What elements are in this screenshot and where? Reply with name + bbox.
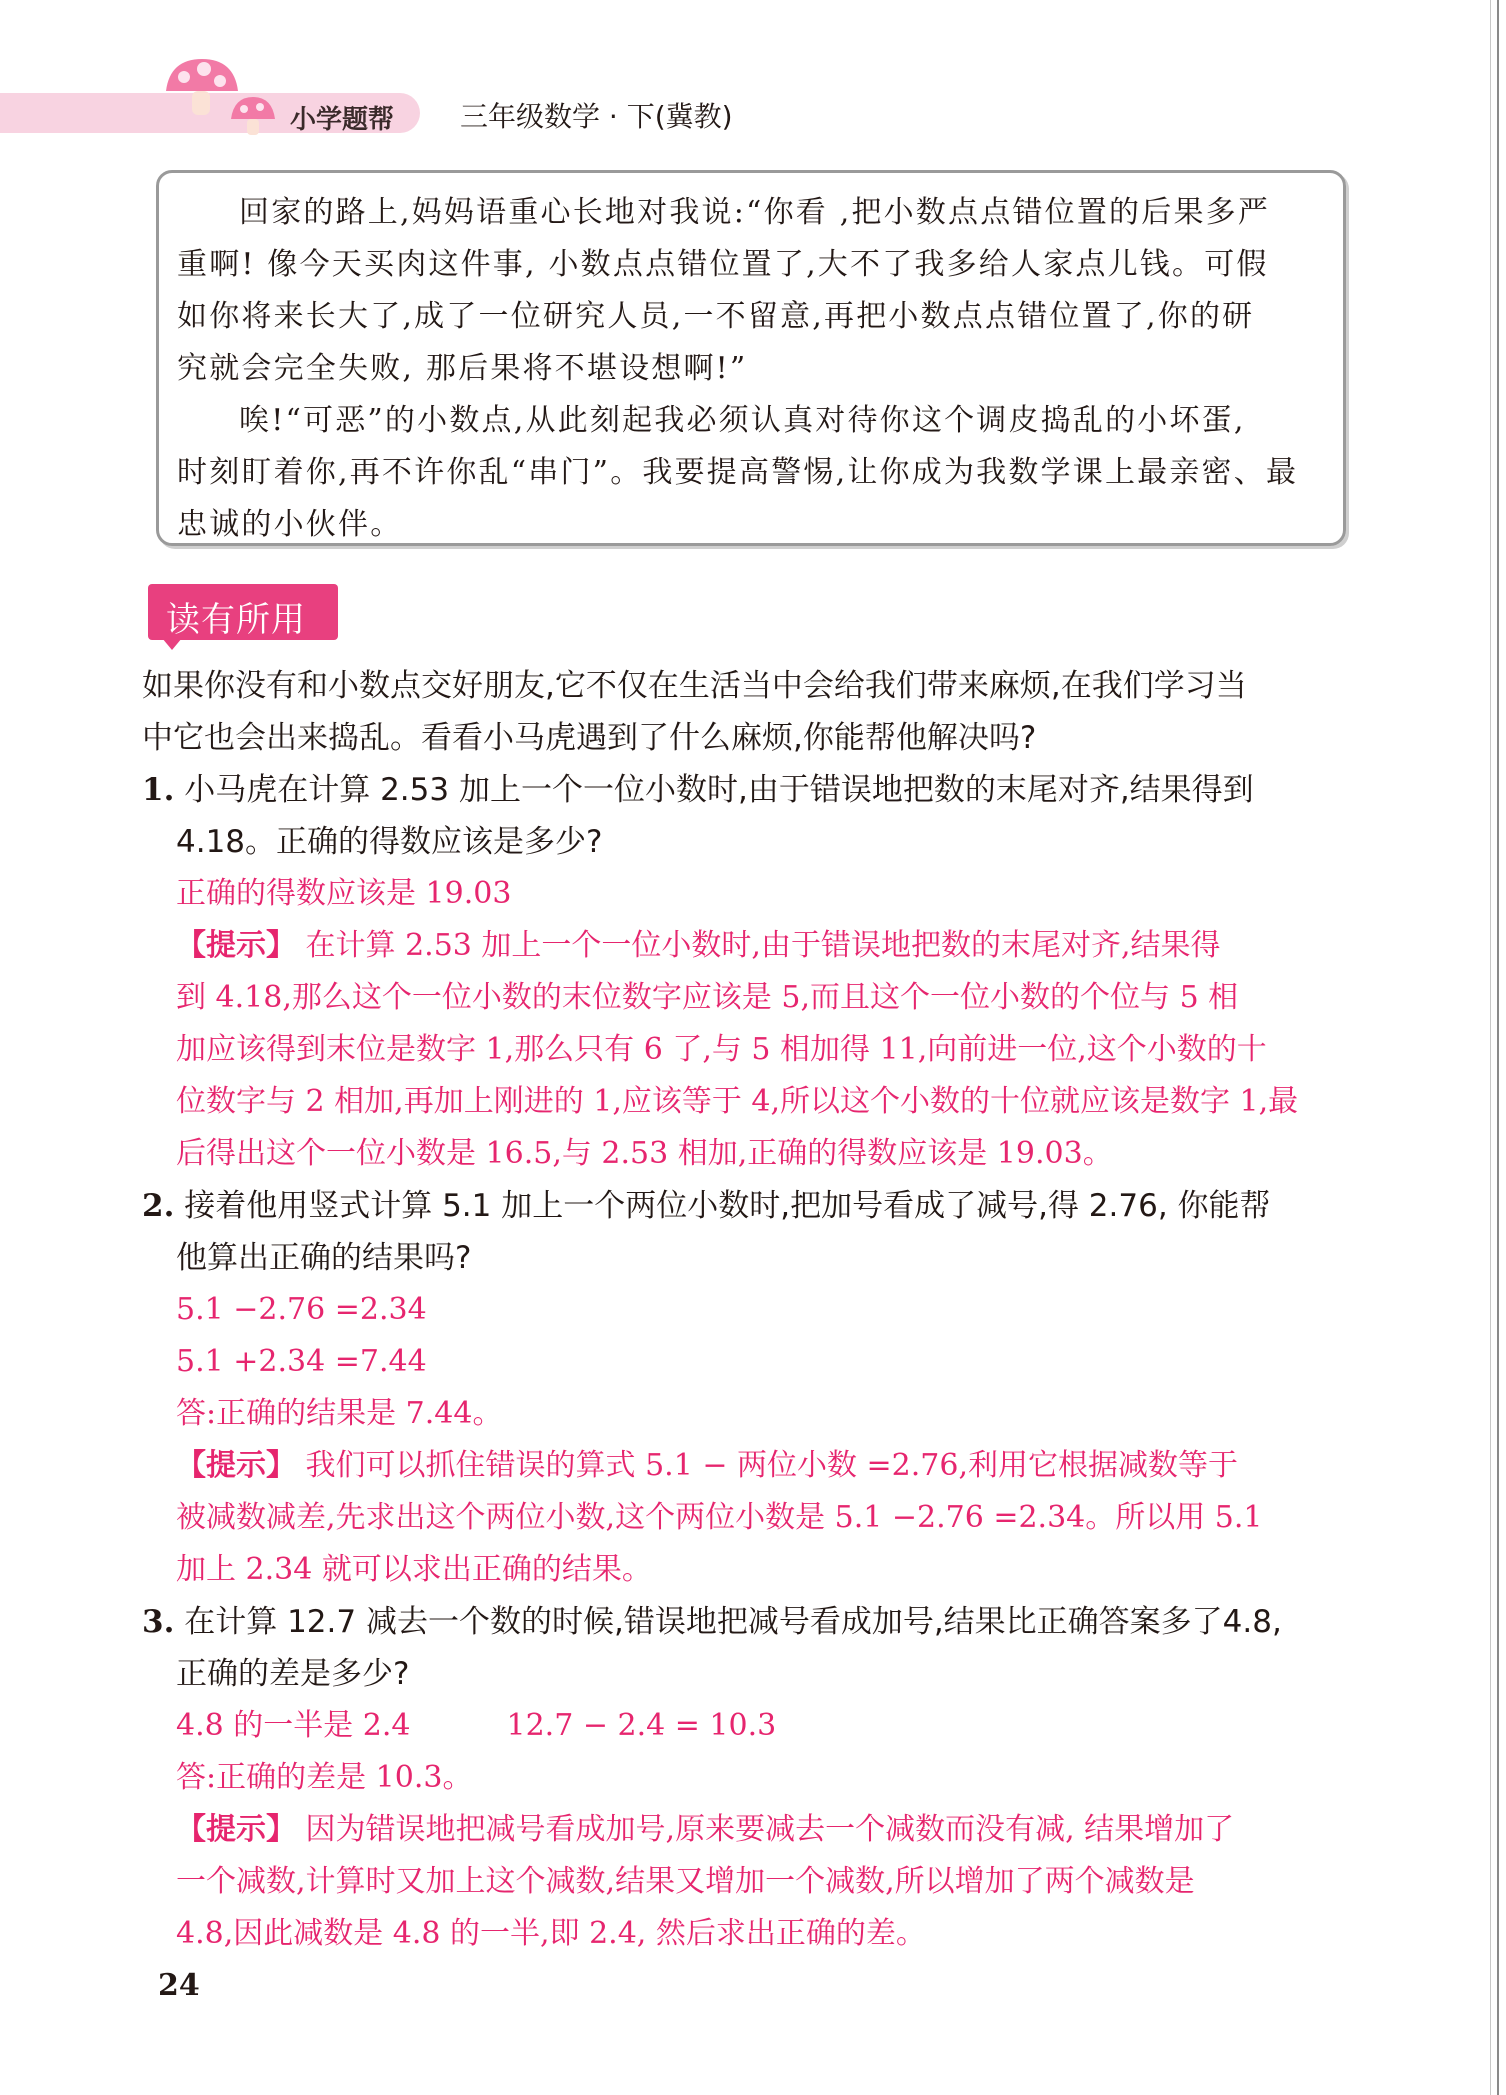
page-edge: [1497, 0, 1499, 2095]
book-title: 三年级数学 · 下(冀教): [460, 100, 733, 133]
page-header: [0, 55, 1506, 135]
question-2-line: [142, 1180, 1362, 1232]
page-number: 24: [158, 1968, 200, 2003]
question-text: 小马虎在计算 2.53 加上一个一位小数时,由于错误地把数的末尾对齐,结果得到: [184, 772, 1254, 808]
answer-line: 正确的得数应该是 19.03: [176, 876, 512, 911]
question-1-line: 4.18。正确的得数应该是多少?: [176, 824, 603, 860]
answer-part: 4.8 的一半是 2.4: [176, 1708, 411, 1743]
story-line: 重啊! 像今天买肉这件事, 小数点点错位置了,大不了我多给人家点儿钱。可假: [177, 247, 1269, 282]
answer-line: [142, 1700, 1362, 1752]
hint-line: [142, 920, 1362, 972]
story-line: 究就会完全失败, 那后果将不堪设想啊!”: [177, 351, 748, 386]
question-1-line: [142, 764, 1362, 816]
answer-line: 答:正确的结果是 7.44。: [176, 1396, 503, 1431]
hint-label: 【提示】: [176, 928, 296, 963]
question-number: 3.: [142, 1604, 175, 1640]
hint-line: 位数字与 2 相加,再加上刚进的 1,应该等于 4,所以这个小数的十位就应该是数字 1,最: [176, 1084, 1299, 1119]
hint-line: 被减数减差,先求出这个两位小数,这个两位小数是 5.1 −2.76 =2.34。所以用 5.1: [176, 1500, 1263, 1535]
story-box: [156, 170, 1346, 546]
hint-line: 加应该得到末位是数字 1,那么只有 6 了,与 5 相加得 11,向前进一位,这个小数的十: [176, 1032, 1267, 1067]
section-tag: [148, 584, 338, 640]
question-number: 1.: [142, 772, 175, 808]
answer-line: 5.1 +2.34 =7.44: [176, 1344, 427, 1379]
question-2-line: 他算出正确的结果吗?: [176, 1240, 472, 1276]
hint-label: 【提示】: [176, 1448, 296, 1483]
question-3-line: [142, 1596, 1362, 1648]
hint-text: 我们可以抓住错误的算式 5.1 − 两位小数 =2.76,利用它根据减数等于: [305, 1448, 1239, 1483]
story-line: 回家的路上,妈妈语重心长地对我说:“你看 ,把小数点点错位置的后果多严: [239, 195, 1271, 230]
exercise-content: [142, 660, 1362, 1960]
hint-line: 一个减数,计算时又加上这个减数,结果又增加一个减数,所以增加了两个减数是: [176, 1864, 1195, 1899]
brand-name: 小学题帮: [290, 105, 395, 135]
question-3-line: 正确的差是多少?: [176, 1656, 410, 1692]
hint-line: 4.8,因此减数是 4.8 的一半,即 2.4, 然后求出正确的差。: [176, 1916, 926, 1951]
answer-line: 答:正确的差是 10.3。: [176, 1760, 473, 1795]
hint-line: [142, 1804, 1362, 1856]
hint-text: 因为错误地把减号看成加号,原来要减去一个减数而没有减, 结果增加了: [305, 1812, 1235, 1847]
hint-text: 在计算 2.53 加上一个一位小数时,由于错误地把数的末尾对齐,结果得: [305, 928, 1221, 963]
question-text: 接着他用竖式计算 5.1 加上一个两位小数时,把加号看成了减号,得 2.76, 你能帮: [184, 1188, 1271, 1224]
intro-line: 如果你没有和小数点交好朋友,它不仅在生活当中会给我们带来麻烦,在我们学习当: [142, 668, 1247, 704]
answer-line: 5.1 −2.76 =2.34: [176, 1292, 427, 1327]
hint-line: 到 4.18,那么这个一位小数的末位数字应该是 5,而且这个一位小数的个位与 5 相: [176, 980, 1239, 1015]
small-mushroom-icon: [228, 95, 278, 137]
story-line: 唉!“可恶”的小数点,从此刻起我必须认真对待你这个调皮捣乱的小坏蛋,: [239, 403, 1246, 438]
hint-line: [142, 1440, 1362, 1492]
story-line: 时刻盯着你,再不许你乱“串门”。我要提高警惕,让你成为我数学课上最亲密、最: [177, 455, 1299, 490]
page-edge-inner: [1490, 0, 1491, 2095]
hint-line: 加上 2.34 就可以求出正确的结果。: [176, 1552, 652, 1587]
story-line: 如你将来长大了,成了一位研究人员,一不留意,再把小数点点错位置了,你的研: [177, 299, 1255, 334]
question-text: 在计算 12.7 减去一个数的时候,错误地把减号看成加号,结果比正确答案多了4.8,: [184, 1604, 1282, 1640]
question-number: 2.: [142, 1188, 175, 1224]
story-line: 忠诚的小伙伴。: [177, 507, 403, 542]
answer-part: 12.7 − 2.4 = 10.3: [506, 1708, 777, 1743]
section-title: 读有所用: [166, 600, 306, 640]
intro-line: 中它也会出来捣乱。看看小马虎遇到了什么麻烦,你能帮他解决吗?: [142, 720, 1037, 756]
hint-label: 【提示】: [176, 1812, 296, 1847]
hint-line: 后得出这个一位小数是 16.5,与 2.53 相加,正确的得数应该是 19.03。: [176, 1136, 1113, 1171]
